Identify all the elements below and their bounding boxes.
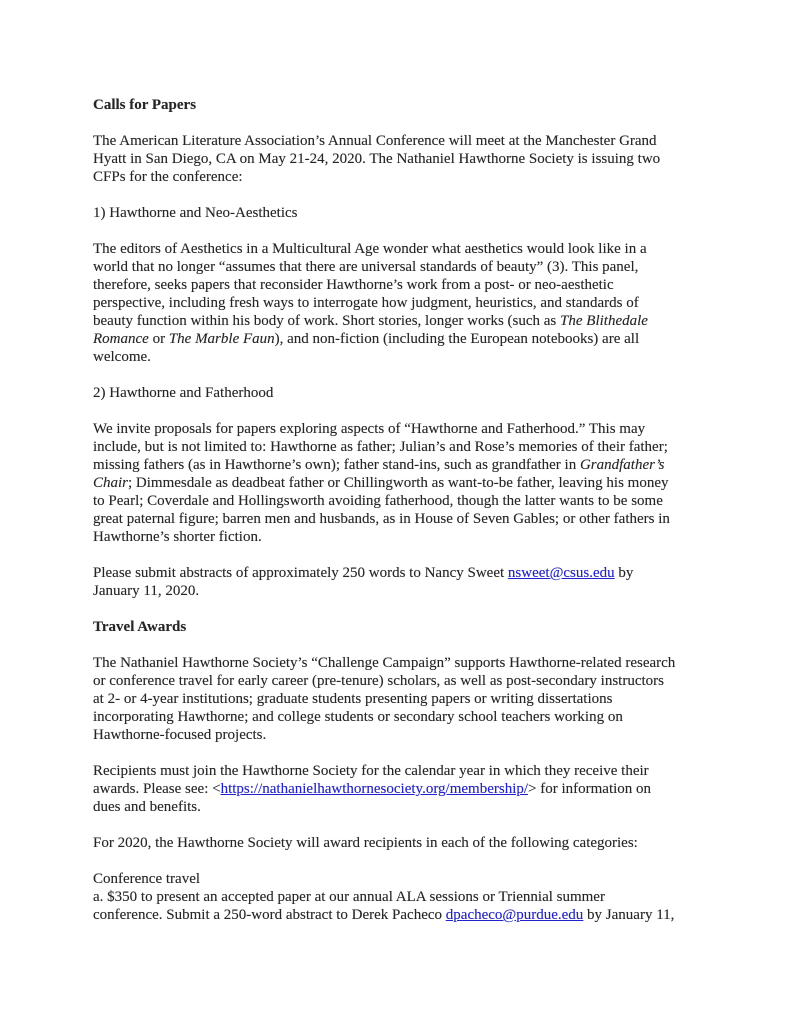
- cfp-2-title: [93, 384, 717, 402]
- text-run: by January 11,: [583, 907, 675, 923]
- text-line: [93, 726, 717, 744]
- dpacheco-email-link[interactable]: dpacheco@purdue.edu: [445, 907, 584, 923]
- text-run: CFPs for the conference:: [93, 169, 243, 185]
- text-line: [93, 240, 717, 258]
- text-line: [93, 132, 717, 150]
- para-ala-conference: [93, 132, 717, 186]
- para-conference-travel: [93, 870, 717, 924]
- text-line: [93, 582, 717, 600]
- text-line: [93, 654, 717, 672]
- text-line: [93, 474, 717, 492]
- para-submit-abstracts: [93, 564, 717, 600]
- text-run: by: [614, 565, 634, 581]
- text-run: at 2- or 4-year institutions; graduate students presenting papers or writing dissertations: [93, 691, 613, 707]
- italic-text-run: Chair: [93, 475, 129, 491]
- text-run: The editors of Aesthetics in a Multicultural Age wonder what aesthetics would look like in a: [93, 241, 647, 257]
- text-line: [93, 150, 717, 168]
- text-line: [93, 420, 717, 438]
- text-run: world that no longer “assumes that there are universal standards of beauty” (3). This panel,: [93, 259, 639, 275]
- para-challenge-campaign: [93, 654, 717, 744]
- bold-text-run: Calls for Papers: [93, 97, 197, 113]
- text-line: [93, 456, 717, 474]
- text-line: [93, 294, 717, 312]
- text-run: incorporating Hawthorne; and college students or secondary school teachers working on: [93, 709, 623, 725]
- para-membership: [93, 762, 717, 816]
- text-line: [93, 168, 717, 186]
- text-run: great paternal figure; barren men and husbands, as in House of Seven Gables; or other fathers in: [93, 511, 670, 527]
- text-line: [93, 330, 717, 348]
- text-run: awards. Please see: <: [93, 781, 221, 797]
- bold-text-run: Travel Awards: [93, 619, 187, 635]
- text-line: [93, 672, 717, 690]
- text-run: Conference travel: [93, 871, 201, 887]
- text-line: [93, 564, 717, 582]
- italic-text-run: Romance: [93, 331, 149, 347]
- text-line: [93, 258, 717, 276]
- document-content: [93, 96, 717, 924]
- text-run: perspective, including fresh ways to interrogate how judgment, heuristics, and standards of: [93, 295, 639, 311]
- text-run: ), and non-fiction (including the European notebooks) are all: [274, 331, 640, 347]
- text-line: [93, 528, 717, 546]
- text-run: Hyatt in San Diego, CA on May 21-24, 2020. The Nathaniel Hawthorne Society is issuing two: [93, 151, 661, 167]
- text-run: missing fathers (as in Hawthorne’s own); father stand-ins, such as grandfather in: [93, 457, 580, 473]
- text-run: to Pearl; Coverdale and Hollingsworth avoiding fatherhood, though the latter wants to be some: [93, 493, 663, 509]
- text-run: dues and benefits.: [93, 799, 201, 815]
- text-run: Recipients must join the Hawthorne Society for the calendar year in which they receive their: [93, 763, 649, 779]
- text-line: [93, 762, 717, 780]
- italic-text-run: The Blithedale: [560, 313, 648, 329]
- text-line: [93, 492, 717, 510]
- para-categories: [93, 834, 717, 852]
- text-line: [93, 204, 717, 222]
- text-line: [93, 888, 717, 906]
- text-run: conference. Submit a 250-word abstract to Derek Pacheco: [93, 907, 446, 923]
- text-run: a. $350 to present an accepted paper at our annual ALA sessions or Triennial summer: [93, 889, 605, 905]
- text-line: [93, 510, 717, 528]
- text-run: ; Dimmesdale as deadbeat father or Chillingworth as want-to-be father, leaving his money: [128, 475, 669, 491]
- text-run: 2) Hawthorne and Fatherhood: [93, 385, 274, 401]
- text-line: [93, 96, 717, 114]
- text-line: [93, 438, 717, 456]
- text-run: > for information on: [528, 781, 652, 797]
- heading-travel-awards: [93, 618, 717, 636]
- text-run: welcome.: [93, 349, 151, 365]
- text-run: or: [148, 331, 169, 347]
- membership-url-link[interactable]: https://nathanielhawthornesociety.org/membership/: [220, 781, 529, 797]
- para-fatherhood: [93, 420, 717, 546]
- text-line: [93, 312, 717, 330]
- text-line: [93, 906, 717, 924]
- text-run: Hawthorne-focused projects.: [93, 727, 267, 743]
- text-line: [93, 348, 717, 366]
- text-line: [93, 708, 717, 726]
- text-run: The American Literature Association’s Annual Conference will meet at the Manchester Grand: [93, 133, 657, 149]
- text-run: For 2020, the Hawthorne Society will award recipients in each of the following categories:: [93, 835, 638, 851]
- nsweet-email-link[interactable]: nsweet@csus.edu: [507, 565, 615, 581]
- text-line: [93, 870, 717, 888]
- italic-text-run: The Marble Faun: [168, 331, 275, 347]
- text-run: We invite proposals for papers exploring aspects of “Hawthorne and Fatherhood.” This may: [93, 421, 646, 437]
- text-run: Hawthorne’s shorter fiction.: [93, 529, 262, 545]
- text-run: Please submit abstracts of approximately 250 words to Nancy Sweet: [93, 565, 508, 581]
- text-line: [93, 780, 717, 798]
- text-line: [93, 276, 717, 294]
- text-line: [93, 618, 717, 636]
- text-run: 1) Hawthorne and Neo-Aesthetics: [93, 205, 298, 221]
- heading-calls-for-papers: [93, 96, 717, 114]
- cfp-1-title: [93, 204, 717, 222]
- italic-text-run: Grandfather’s: [579, 457, 665, 473]
- text-run: beauty function within his body of work. Short stories, longer works (such as: [93, 313, 561, 329]
- para-neo-aesthetics: [93, 240, 717, 366]
- text-line: [93, 798, 717, 816]
- text-run: The Nathaniel Hawthorne Society’s “Challenge Campaign” supports Hawthorne-related research: [93, 655, 676, 671]
- text-run: or conference travel for early career (pre-tenure) scholars, as well as post-secondary instructors: [93, 673, 664, 689]
- text-line: [93, 834, 717, 852]
- text-line: [93, 690, 717, 708]
- text-run: therefore, seeks papers that reconsider Hawthorne’s work from a post- or neo-aesthetic: [93, 277, 614, 293]
- text-line: [93, 384, 717, 402]
- text-run: January 11, 2020.: [93, 583, 200, 599]
- text-run: include, but is not limited to: Hawthorne as father; Julian’s and Rose’s memories of their father;: [93, 439, 668, 455]
